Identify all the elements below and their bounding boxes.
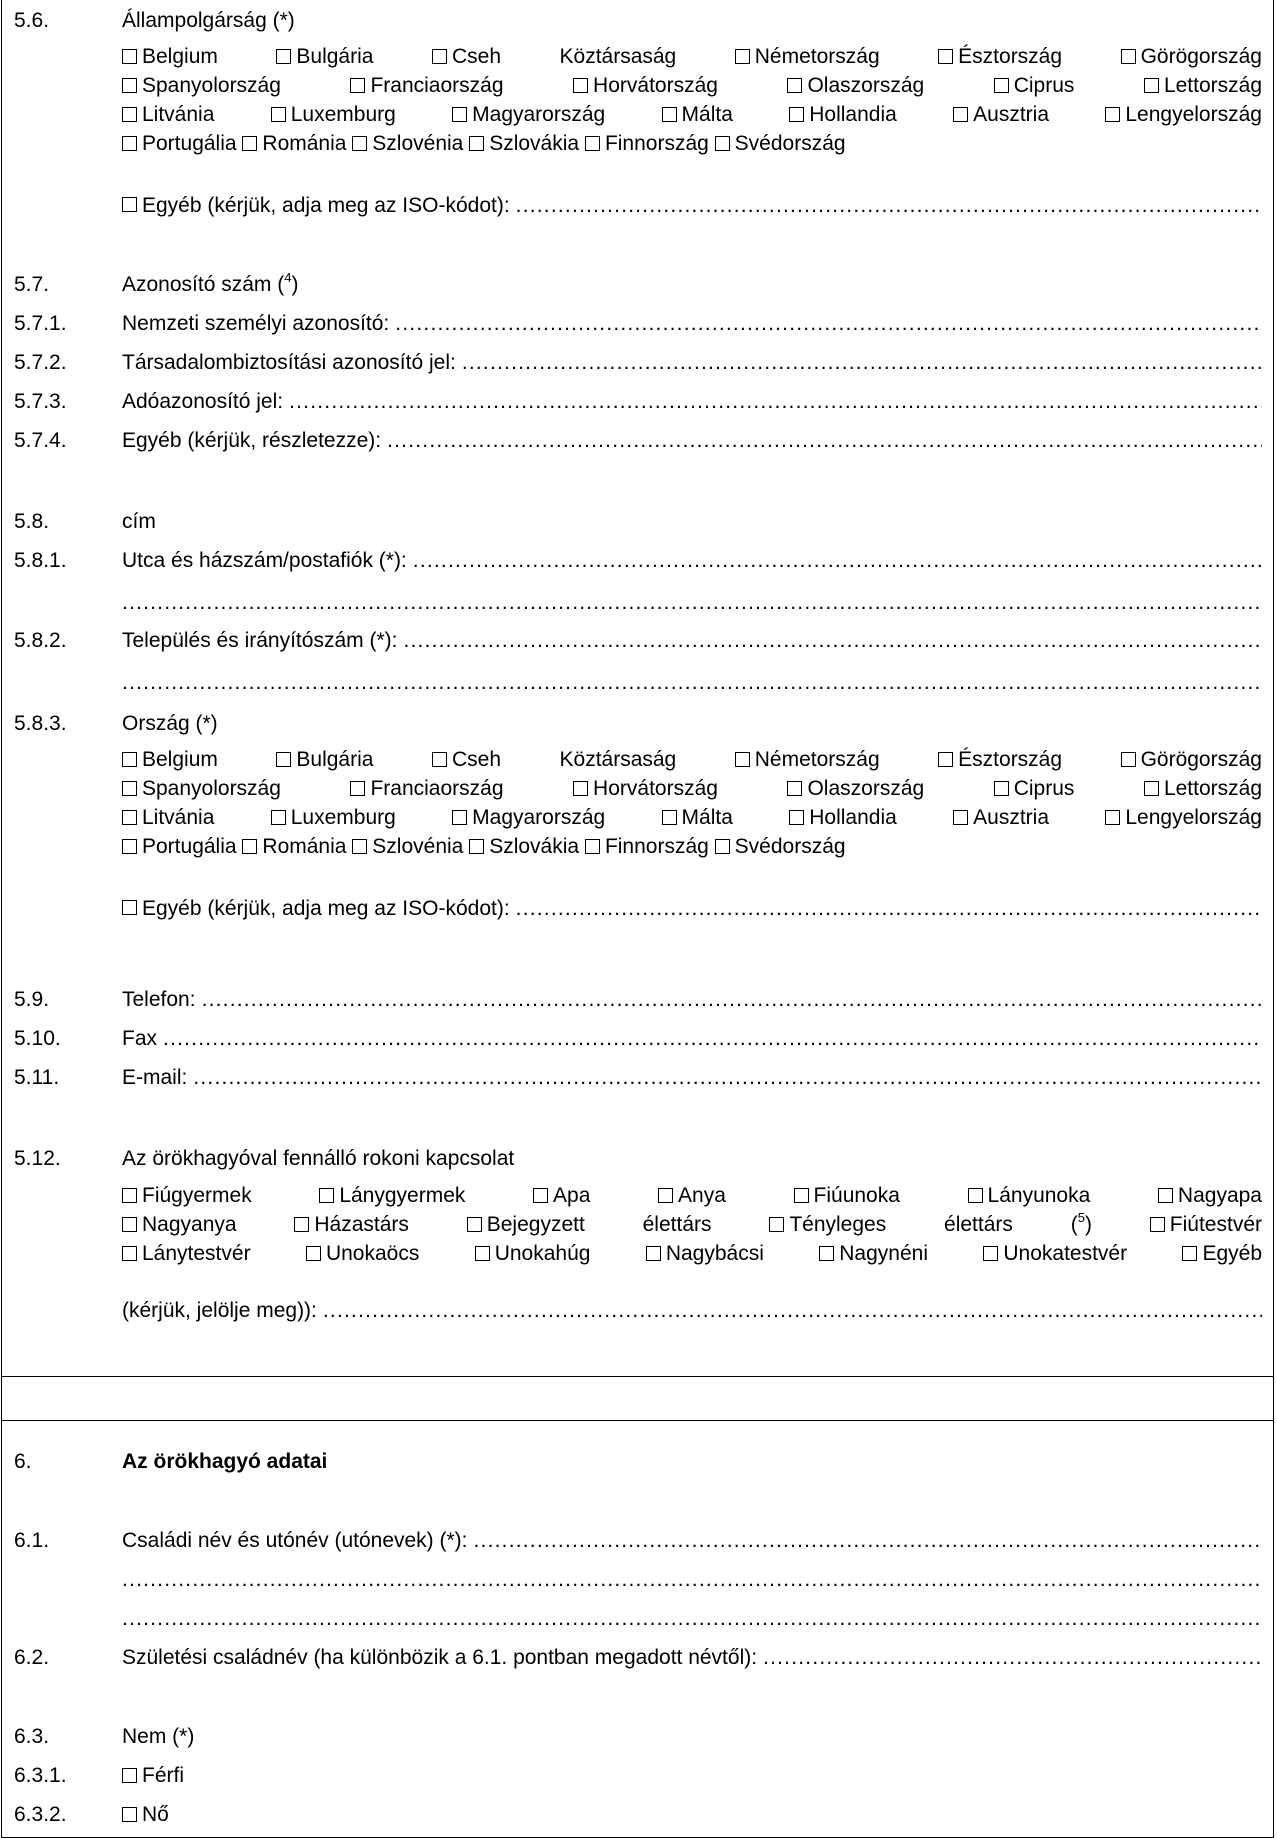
checkbox-option[interactable]: Hollandia [789,103,897,126]
checkbox-option[interactable]: Nagyapa [1158,1184,1262,1207]
item-number: 5.7.2. [14,351,67,374]
email-field[interactable]: E-mail: ..... [122,1065,1262,1091]
checkbox-option[interactable]: Anya [658,1184,726,1207]
checkbox-icon[interactable] [573,78,588,93]
checkbox-option[interactable]: Görögország [1121,748,1262,771]
fill-line[interactable] [202,987,1262,1013]
checkbox-icon[interactable] [1144,781,1159,796]
checkbox-option[interactable]: Cseh Köztársaság [432,45,676,68]
checkbox-icon[interactable] [994,781,1009,796]
relationship-options [122,1181,1262,1268]
checkbox-icon[interactable] [469,136,484,151]
street-field-line2[interactable] [122,590,1262,616]
checkbox-option[interactable]: Németország [735,748,880,771]
checkbox-icon[interactable] [122,1807,137,1822]
fill-line[interactable] [395,311,1262,337]
checkbox-option[interactable]: Magyarország [452,806,605,829]
item-number: 6. [14,1450,32,1473]
section-5-box [1,0,1274,1377]
item-number: 6.1. [14,1529,50,1552]
checkbox-icon[interactable] [452,107,467,122]
item-number: 5.8. [14,510,50,533]
checkbox-option[interactable]: Lettország [1144,777,1262,800]
checkbox-option[interactable]: Finnország [585,835,709,858]
checkbox-icon[interactable] [646,1246,661,1261]
nationality-options [122,42,1262,158]
checkbox-icon[interactable] [938,752,953,767]
checkbox-icon[interactable] [122,197,137,212]
checkbox-icon[interactable] [432,752,447,767]
checkbox-icon[interactable] [122,107,137,122]
checkbox-icon[interactable] [585,839,600,854]
fill-line[interactable] [289,389,1262,415]
checkbox-icon[interactable] [1105,810,1120,825]
checkbox-icon[interactable] [715,839,730,854]
checkbox-option[interactable]: Franciaország [350,777,503,800]
fill-line[interactable] [193,1065,1262,1091]
tax-id-field[interactable]: Adóazonosító jel: ..... [122,389,1262,415]
checkbox-option[interactable]: Olaszország [787,777,924,800]
checkbox-option[interactable]: Szlovákia [469,835,579,858]
checkbox-icon[interactable] [350,78,365,93]
checkbox-option[interactable]: Nagyanya [122,1213,237,1236]
checkbox-icon[interactable] [819,1246,834,1261]
checkbox-option-male[interactable]: Férfi [122,1763,184,1789]
checkbox-icon[interactable] [276,49,291,64]
checkbox-icon[interactable] [122,1768,137,1783]
checkbox-icon[interactable] [787,78,802,93]
deceased-name-field[interactable]: Családi név és utónév (utónevek) (*): ..... [122,1528,1262,1554]
item-label: Az örökhagyóval fennálló rokoni kapcsolat [122,1147,515,1170]
checkbox-option[interactable]: Románia [242,132,346,155]
checkbox-option[interactable]: Málta [662,103,733,126]
other-id-field[interactable]: Egyéb (kérjük, részletezze): ..... [122,428,1262,454]
checkbox-icon[interactable] [789,810,804,825]
checkbox-icon[interactable] [122,136,137,151]
checkbox-option[interactable]: Svédország [715,835,846,858]
checkbox-icon[interactable] [122,1217,137,1232]
checkbox-option[interactable]: Finnország [585,132,709,155]
item-number: 5.7. [14,273,50,296]
fill-line[interactable] [763,1645,1262,1671]
item-number: 5.11. [14,1066,60,1089]
checkbox-icon[interactable] [938,49,953,64]
checkbox-option[interactable]: Nagynéni [819,1242,928,1265]
fill-line[interactable] [403,628,1262,654]
checkbox-option-female[interactable]: Nő [122,1802,169,1828]
checkbox-icon[interactable] [789,107,804,122]
national-id-field[interactable]: Nemzeti személyi azonosító: ..... [122,311,1262,337]
fill-line[interactable] [122,590,1262,616]
item-label: cím [122,510,156,533]
checkbox-icon[interactable] [469,839,484,854]
checkbox-icon[interactable] [122,781,137,796]
item-number: 6.3.1. [14,1764,67,1787]
checkbox-option[interactable]: Házastárs [294,1213,409,1236]
item-number: 5.8.2. [14,629,67,652]
fill-line[interactable] [122,1567,1262,1593]
checkbox-icon[interactable] [122,78,137,93]
checkbox-option[interactable]: Ausztria [953,806,1049,829]
checkbox-option[interactable]: Apa [533,1184,590,1207]
checkbox-option[interactable]: Svédország [715,132,846,155]
checkbox-icon[interactable] [432,49,447,64]
checkbox-icon[interactable] [769,1217,784,1232]
checkbox-option[interactable]: Cseh Köztársaság [432,748,676,771]
checkbox-option[interactable]: Bulgária [276,45,373,68]
checkbox-option[interactable]: Bejegyzett élettárs [467,1213,712,1236]
checkbox-option[interactable]: Franciaország [350,74,503,97]
fill-line[interactable] [122,670,1262,696]
checkbox-icon[interactable] [294,1217,309,1232]
checkbox-option[interactable]: Görögország [1121,45,1262,68]
item-number: 5.10. [14,1027,61,1050]
city-field-line2[interactable] [122,670,1262,696]
checkbox-icon[interactable] [242,839,257,854]
item-label: Állampolgárság (*) [122,9,295,32]
checkbox-option[interactable]: Luxemburg [271,806,396,829]
checkbox-icon[interactable] [953,810,968,825]
section-6-box [1,1420,1274,1838]
item-number: 6.3. [14,1725,50,1748]
checkbox-option[interactable]: Észtország [938,45,1062,68]
item-number: 5.8.3. [14,712,67,735]
checkbox-option[interactable]: Nagybácsi [646,1242,764,1265]
checkbox-option[interactable]: Portugália [122,132,237,155]
country-options [122,745,1262,861]
item-label: Nem (*) [122,1725,195,1748]
checkbox-icon[interactable] [662,107,677,122]
checkbox-option[interactable]: Románia [242,835,346,858]
checkbox-option[interactable]: Portugália [122,835,237,858]
checkbox-icon[interactable] [122,752,137,767]
checkbox-icon[interactable] [122,900,137,915]
fill-line[interactable] [413,548,1262,574]
checkbox-icon[interactable] [1144,78,1159,93]
item-number: 5.6. [14,9,50,32]
checkbox-icon[interactable] [715,136,730,151]
checkbox-icon[interactable] [122,1188,137,1203]
fill-line[interactable] [474,1528,1262,1554]
checkbox-option[interactable]: Unokaöcs [306,1242,419,1265]
checkbox-icon[interactable] [276,752,291,767]
checkbox-icon[interactable] [1150,1217,1165,1232]
checkbox-icon[interactable] [953,107,968,122]
checkbox-icon[interactable] [994,78,1009,93]
checkbox-icon[interactable] [658,1188,673,1203]
checkbox-icon[interactable] [1158,1188,1173,1203]
checkbox-option[interactable]: Magyarország [452,103,605,126]
checkbox-option[interactable]: Málta [662,806,733,829]
checkbox-option[interactable]: Bulgária [276,748,373,771]
checkbox-option[interactable]: Unokahúg [475,1242,591,1265]
checkbox-option[interactable]: Hollandia [789,806,897,829]
checkbox-icon[interactable] [533,1188,548,1203]
item-number: 5.9. [14,988,50,1011]
checkbox-option[interactable]: Szlovákia [469,132,579,155]
item-number: 5.7.1. [14,312,67,335]
checkbox-option[interactable]: Belgium [122,45,218,68]
section-title: Az örökhagyó adatai [122,1450,328,1473]
spacer-row [1,1376,1274,1421]
checkbox-icon[interactable] [794,1188,809,1203]
checkbox-option[interactable]: Horvátország [573,777,718,800]
fill-line[interactable] [122,1606,1262,1632]
fill-line[interactable] [387,428,1262,454]
checkbox-icon[interactable] [475,1246,490,1261]
checkbox-icon[interactable] [585,136,600,151]
checkbox-icon[interactable] [467,1217,482,1232]
checkbox-option[interactable]: Lányunoka [968,1184,1091,1207]
checkbox-icon[interactable] [122,1246,137,1261]
checkbox-option[interactable]: Lánytestvér [122,1242,251,1265]
checkbox-option[interactable]: Ausztria [953,103,1049,126]
checkbox-icon[interactable] [242,136,257,151]
checkbox-icon[interactable] [271,107,286,122]
checkbox-option[interactable]: Unokatestvér [983,1242,1127,1265]
checkbox-option[interactable]: Litvánia [122,806,214,829]
checkbox-icon[interactable] [122,810,137,825]
city-field[interactable]: Település és irányítószám (*): ..... [122,628,1262,654]
street-field[interactable]: Utca és házszám/postafiók (*): ..... [122,548,1262,574]
checkbox-option[interactable]: Fiúgyermek [122,1184,252,1207]
item-label: Azonosító szám ($^4$) [122,270,299,296]
fill-line[interactable] [462,350,1262,376]
item-number: 5.7.4. [14,429,67,452]
social-security-field[interactable]: Társadalombiztosítási azonosító jel: ..... [122,350,1262,376]
phone-field[interactable]: Telefon: ..... [122,987,1262,1013]
checkbox-option[interactable]: Tényleges élettárs ($^5$) [769,1213,1092,1236]
checkbox-option[interactable]: Ciprus [994,74,1075,97]
checkbox-option[interactable]: Lettország [1144,74,1262,97]
checkbox-option[interactable]: Ciprus [994,777,1075,800]
checkbox-icon[interactable] [1121,49,1136,64]
deceased-name-line3[interactable] [122,1606,1262,1632]
fill-line[interactable] [516,896,1262,922]
checkbox-icon[interactable] [122,839,137,854]
checkbox-option[interactable]: Szlovénia [352,835,463,858]
checkbox-icon[interactable] [983,1246,998,1261]
checkbox-icon[interactable] [968,1188,983,1203]
item-label: Ország (*) [122,712,218,735]
checkbox-icon[interactable] [1182,1246,1197,1261]
checkbox-option[interactable]: Spanyolország [122,74,281,97]
checkbox-icon[interactable] [271,810,286,825]
checkbox-icon[interactable] [573,781,588,796]
checkbox-icon[interactable] [122,49,137,64]
checkbox-option[interactable]: Németország [735,45,880,68]
fax-field[interactable]: Fax ..... [122,1026,1262,1052]
checkbox-icon[interactable] [352,839,367,854]
checkbox-option[interactable]: Litvánia [122,103,214,126]
item-number: 5.7.3. [14,390,67,413]
checkbox-icon[interactable] [1105,107,1120,122]
birth-name-field[interactable]: Születési családnév (ha különbözik a 6.1. pontban megadott névtől): ..... [122,1645,1262,1671]
checkbox-icon[interactable] [735,49,750,64]
fill-line[interactable] [163,1026,1262,1052]
checkbox-icon[interactable] [352,136,367,151]
checkbox-option[interactable]: Lengyelország [1105,103,1262,126]
relationship-other-field[interactable]: (kérjük, jelölje meg)): ..... [122,1298,1262,1324]
checkbox-option[interactable]: Egyéb [1182,1242,1262,1265]
item-number: 6.2. [14,1646,50,1669]
checkbox-option[interactable]: Lánygyermek [319,1184,465,1207]
checkbox-option[interactable]: Szlovénia [352,132,463,155]
checkbox-icon[interactable] [787,781,802,796]
checkbox-option[interactable]: Fiútestvér [1150,1213,1262,1236]
fill-line[interactable] [516,193,1262,219]
checkbox-option[interactable]: Spanyolország [122,777,281,800]
item-number: 6.3.2. [14,1803,67,1826]
checkbox-icon[interactable] [452,810,467,825]
fill-line[interactable] [323,1298,1262,1324]
checkbox-icon[interactable] [1121,752,1136,767]
checkbox-icon[interactable] [319,1188,334,1203]
nationality-other-field[interactable]: Egyéb (kérjük, adja meg az ISO-kódot): ..... [122,193,1262,219]
checkbox-option[interactable]: Luxemburg [271,103,396,126]
checkbox-option[interactable]: Horvátország [573,74,718,97]
checkbox-option[interactable]: Fiúunoka [794,1184,900,1207]
checkbox-option[interactable]: Olaszország [787,74,924,97]
checkbox-icon[interactable] [306,1246,321,1261]
checkbox-option[interactable]: Észtország [938,748,1062,771]
country-other-field[interactable]: Egyéb (kérjük, adja meg az ISO-kódot): ..... [122,896,1262,922]
checkbox-option[interactable]: Lengyelország [1105,806,1262,829]
item-number: 5.12. [14,1147,61,1170]
checkbox-icon[interactable] [350,781,365,796]
item-number: 5.8.1. [14,549,67,572]
checkbox-icon[interactable] [662,810,677,825]
checkbox-option[interactable]: Belgium [122,748,218,771]
deceased-name-line2[interactable] [122,1567,1262,1593]
checkbox-icon[interactable] [735,752,750,767]
